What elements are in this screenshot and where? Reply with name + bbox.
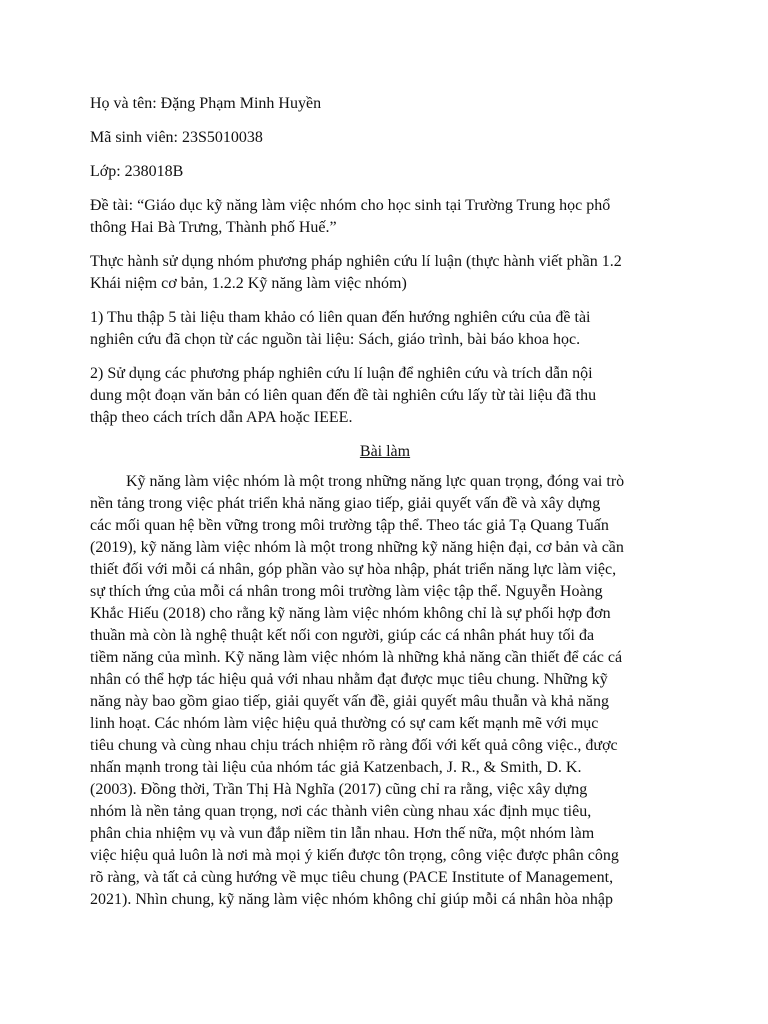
- essay-line: rõ ràng, và tất cả cùng hướng về mục tiêu chung (PACE Institute of Management,: [90, 869, 614, 886]
- topic-line: Đề tài: “Giáo dục kỹ năng làm việc nhóm cho học sinh tại Trường Trung học phổ: [90, 197, 611, 214]
- task-line: thập theo cách trích dẫn APA hoặc IEEE.: [90, 409, 353, 426]
- task-2-paragraph: [90, 363, 680, 429]
- essay-line: nhấn mạnh trong tài liệu của nhóm tác giả Katzenbach, J. R., & Smith, D. K.: [90, 759, 582, 776]
- essay-line: nhân có thể hợp tác hiệu quả với nhau nhằm đạt được mục tiêu chung. Những kỹ: [90, 671, 608, 688]
- task-line: 1) Thu thập 5 tài liệu tham khảo có liên quan đến hướng nghiên cứu của đề tài: [90, 309, 591, 326]
- practice-line: Thực hành sử dụng nhóm phương pháp nghiên cứu lí luận (thực hành viết phần 1.2: [90, 253, 622, 270]
- class-name: Lớp: 238018B: [90, 163, 184, 180]
- essay-line: phân chia nhiệm vụ và vun đắp niềm tin lẫn nhau. Hơn thế nữa, một nhóm làm: [90, 825, 595, 842]
- essay-line: (2003). Đồng thời, Trần Thị Hà Nghĩa (2017) cũng chỉ ra rằng, việc xây dựng: [90, 781, 588, 798]
- task-line: 2) Sử dụng các phương pháp nghiên cứu lí luận để nghiên cứu và trích dẫn nội: [90, 365, 593, 382]
- essay-line: linh hoạt. Các nhóm làm việc hiệu quả thường có sự cam kết mạnh mẽ với mục: [90, 715, 599, 732]
- essay-line: 2021). Nhìn chung, kỹ năng làm việc nhóm không chỉ giúp mỗi cá nhân hòa nhập: [90, 891, 614, 908]
- essay-line: Khắc Hiếu (2018) cho rằng kỹ năng làm việc nhóm không chỉ là sự phối hợp đơn: [90, 605, 611, 622]
- essay-line: nhóm là nền tảng quan trọng, nơi các thành viên cùng nhau xác định mục tiêu,: [90, 803, 592, 820]
- practice-paragraph: [90, 251, 680, 295]
- task-1-paragraph: [90, 307, 680, 351]
- essay-line: Kỹ năng làm việc nhóm là một trong những năng lực quan trọng, đóng vai trò: [126, 473, 625, 490]
- task-line: nghiên cứu đã chọn từ các nguồn tài liệu: Sách, giáo trình, bài báo khoa học.: [90, 331, 581, 348]
- essay-line: thuần mà còn là nghệ thuật kết nối con người, giúp các cá nhân phát huy tối đa: [90, 627, 595, 644]
- document-page: [90, 93, 680, 911]
- section-heading: Bài làm: [359, 443, 411, 460]
- essay-line: sự thích ứng của mỗi cá nhân trong môi trường làm việc tập thể. Nguyễn Hoàng: [90, 583, 603, 600]
- topic-paragraph: [90, 195, 680, 239]
- essay-line: tiêu chung và cùng nhau chịu trách nhiệm rõ ràng đối với kết quả công việc., được: [90, 737, 618, 754]
- practice-line: Khái niệm cơ bản, 1.2.2 Kỹ năng làm việc nhóm): [90, 275, 407, 292]
- essay-line: việc hiệu quả luôn là nơi mà mọi ý kiến được tôn trọng, công việc được phân công: [90, 847, 619, 864]
- topic-line: thông Hai Bà Trưng, Thành phố Huế.”: [90, 219, 337, 236]
- essay-line: (2019), kỹ năng làm việc nhóm là một trong những kỹ năng hiện đại, cơ bản và cần: [90, 539, 624, 556]
- essay-line: các mối quan hệ bền vững trong môi trường tập thể. Theo tác giả Tạ Quang Tuấn: [90, 517, 609, 534]
- student-id: Mã sinh viên: 23S5010038: [90, 129, 263, 146]
- essay-paragraph: [90, 471, 680, 911]
- student-name: Họ và tên: Đặng Phạm Minh Huyền: [90, 95, 322, 112]
- essay-line: nền tảng trong việc phát triển khả năng giao tiếp, giải quyết vấn đề và xây dựng: [90, 495, 601, 512]
- essay-line: năng này bao gồm giao tiếp, giải quyết vấn đề, giải quyết mâu thuẫn và khả năng: [90, 693, 609, 710]
- essay-line: tiềm năng của mình. Kỹ năng làm việc nhóm là những khả năng cần thiết để các cá: [90, 649, 623, 666]
- essay-line: thiết đối với mỗi cá nhân, góp phần vào sự hòa nhập, phát triển năng lực làm việc,: [90, 561, 617, 578]
- task-line: dung một đoạn văn bản có liên quan đến đề tài nghiên cứu lấy từ tài liệu đã thu: [90, 387, 597, 404]
